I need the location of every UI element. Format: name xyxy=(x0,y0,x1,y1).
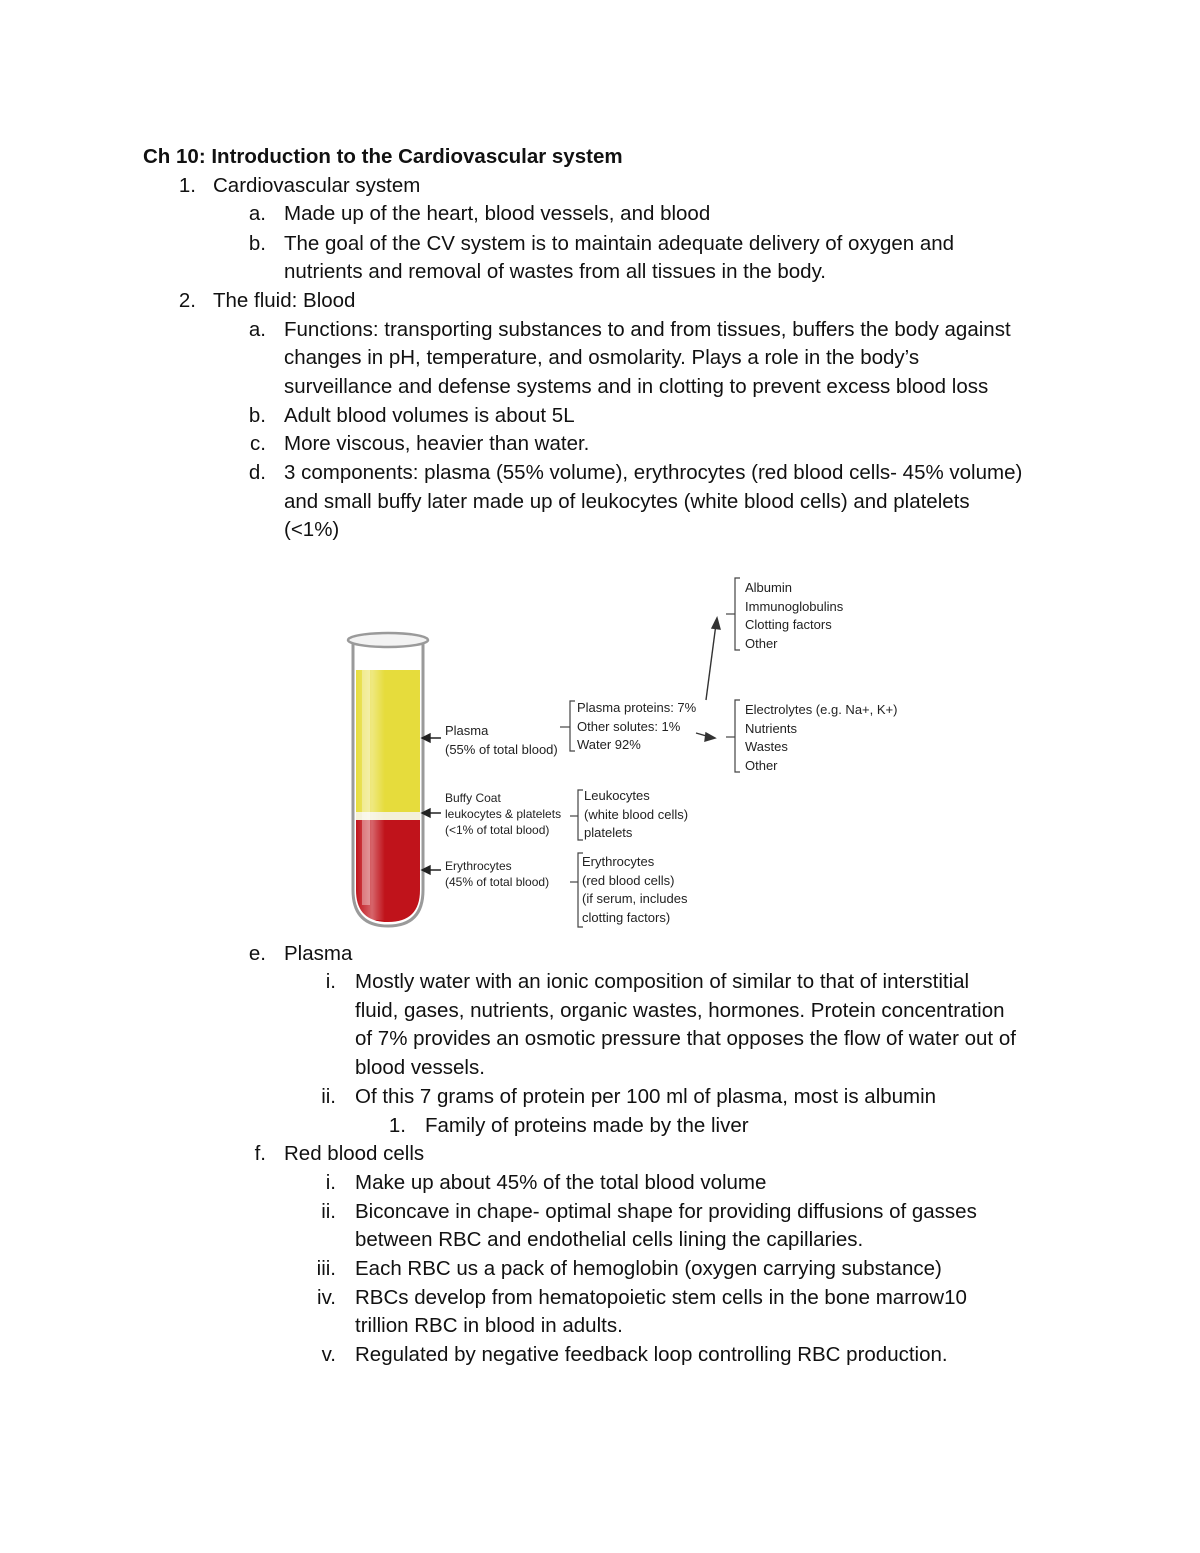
list-item: Family of proteins made by the liver xyxy=(425,1114,749,1137)
list-item-continuation: blood vessels. xyxy=(355,1056,485,1079)
erythro-label-percent: (45% of total blood) xyxy=(445,875,550,889)
list-item-continuation: fluid, gases, nutrients, organic wastes, hormones. Protein concentration xyxy=(355,999,1005,1022)
list-item: Water 92% xyxy=(577,737,641,752)
list-item: Biconcave in chape- optimal shape for providing diffusions of gasses xyxy=(355,1200,977,1223)
plasma-components-list xyxy=(577,699,696,755)
list-item: clotting factors) xyxy=(582,909,671,925)
plasma-label-percent: (55% of total blood) xyxy=(445,741,558,757)
test-tube-rim xyxy=(348,633,428,647)
list-item-continuation: (<1%) xyxy=(284,518,340,541)
list-item: Plasma proteins: 7% xyxy=(577,700,697,715)
list-marker: 1. xyxy=(178,174,196,197)
erythro-components-list xyxy=(582,853,687,927)
list-marker: e. xyxy=(248,942,266,965)
list-item: RBCs develop from hematopoietic stem cells in the bone marrow10 xyxy=(355,1286,967,1309)
list-item-continuation: trillion RBC in blood in adults. xyxy=(355,1314,623,1337)
buffy-label-title: Buffy Coat xyxy=(445,791,501,805)
list-item: Wastes xyxy=(745,739,788,754)
buffy-components-bracket xyxy=(578,790,583,840)
list-marker: i. xyxy=(325,1171,336,1194)
list-marker: d. xyxy=(248,461,266,484)
list-marker: iv. xyxy=(317,1286,336,1309)
list-item: Electrolytes (e.g. Na+, K+) xyxy=(745,702,898,717)
buffy-components-list xyxy=(584,787,688,843)
list-item: 3 components: plasma (55% volume), erythrocytes (red blood cells- 45% volume) xyxy=(284,461,1023,484)
list-marker: a. xyxy=(248,318,266,341)
list-marker: f. xyxy=(254,1142,266,1165)
plasma-label-title: Plasma xyxy=(445,723,489,738)
list-marker: 1. xyxy=(388,1114,406,1137)
list-item-continuation: between RBC and endothelial cells lining the capillaries. xyxy=(355,1228,864,1251)
list-marker: iii. xyxy=(316,1257,336,1280)
list-item: Make up about 45% of the total blood volume xyxy=(355,1171,767,1194)
list-marker: b. xyxy=(248,404,266,427)
list-marker: 2. xyxy=(178,289,196,312)
list-item-continuation: and small buffy later made up of leukocytes (white blood cells) and platelets xyxy=(284,490,970,513)
list-item-continuation: surveillance and defense systems and in clotting to prevent excess blood loss xyxy=(284,375,989,398)
list-marker: v. xyxy=(321,1343,336,1366)
list-item: platelets xyxy=(584,825,633,840)
plasma-label xyxy=(445,722,558,759)
list-item: Adult blood volumes is about 5L xyxy=(284,404,575,427)
list-item: Clotting factors xyxy=(745,617,832,632)
buffy-label xyxy=(445,790,561,838)
list-marker: ii. xyxy=(321,1200,336,1223)
list-item: (if serum, includes xyxy=(582,891,688,906)
proteins-bracket xyxy=(735,578,740,650)
list-item: Other xyxy=(745,757,778,773)
list-item-continuation: nutrients and removal of wastes from all tissues in the body. xyxy=(284,260,826,283)
list-item: Of this 7 grams of protein per 100 ml of plasma, most is albumin xyxy=(355,1085,937,1108)
list-item-continuation: of 7% provides an osmotic pressure that opposes the flow of water out of xyxy=(355,1027,1016,1050)
list-item: (red blood cells) xyxy=(582,872,675,888)
list-item: Each RBC us a pack of hemoglobin (oxygen carrying substance) xyxy=(355,1257,942,1280)
list-marker: a. xyxy=(248,202,266,225)
list-item: Regulated by negative feedback loop controlling RBC production. xyxy=(355,1343,948,1366)
list-item: Other solutes: 1% xyxy=(577,718,681,734)
buffy-label-contents: leukocytes & platelets xyxy=(445,807,562,821)
list-item: Erythrocytes xyxy=(582,854,655,869)
list-item: Albumin xyxy=(745,580,792,595)
list-item: Immunoglobulins xyxy=(745,598,844,614)
solutes-list xyxy=(745,701,897,775)
list-marker: i. xyxy=(325,970,336,993)
list-item: Mostly water with an ionic composition of similar to that of interstitial xyxy=(355,970,970,993)
list-item: Cardiovascular system xyxy=(213,174,421,197)
plasma-components-bracket xyxy=(570,701,575,751)
buffy-label-percent: (<1% of total blood) xyxy=(445,823,550,837)
list-item: The goal of the CV system is to maintain adequate delivery of oxygen and xyxy=(284,232,955,255)
proteins-list xyxy=(745,579,843,653)
list-item: Made up of the heart, blood vessels, and blood xyxy=(284,202,711,225)
proteins-arrow xyxy=(706,624,716,700)
list-item: The fluid: Blood xyxy=(213,289,356,312)
solutes-bracket xyxy=(735,700,740,772)
list-item: Other xyxy=(745,635,778,651)
list-item: Leukocytes xyxy=(584,788,650,803)
erythro-label xyxy=(445,858,549,890)
list-item: More viscous, heavier than water. xyxy=(284,432,590,455)
page-title: Ch 10: Introduction to the Cardiovascular system xyxy=(143,145,623,168)
list-item-continuation: changes in pH, temperature, and osmolarity. Plays a role in the body’s xyxy=(284,346,920,369)
list-item: Nutrients xyxy=(745,720,798,736)
list-item: Functions: transporting substances to and from tissues, buffers the body against xyxy=(284,318,1011,341)
list-marker: b. xyxy=(248,232,266,255)
list-item: Plasma xyxy=(284,942,353,965)
list-item: Red blood cells xyxy=(284,1142,425,1165)
erythro-label-title: Erythrocytes xyxy=(445,859,512,873)
list-item: (white blood cells) xyxy=(584,806,689,822)
list-marker: c. xyxy=(250,432,266,455)
list-marker: ii. xyxy=(321,1085,336,1108)
